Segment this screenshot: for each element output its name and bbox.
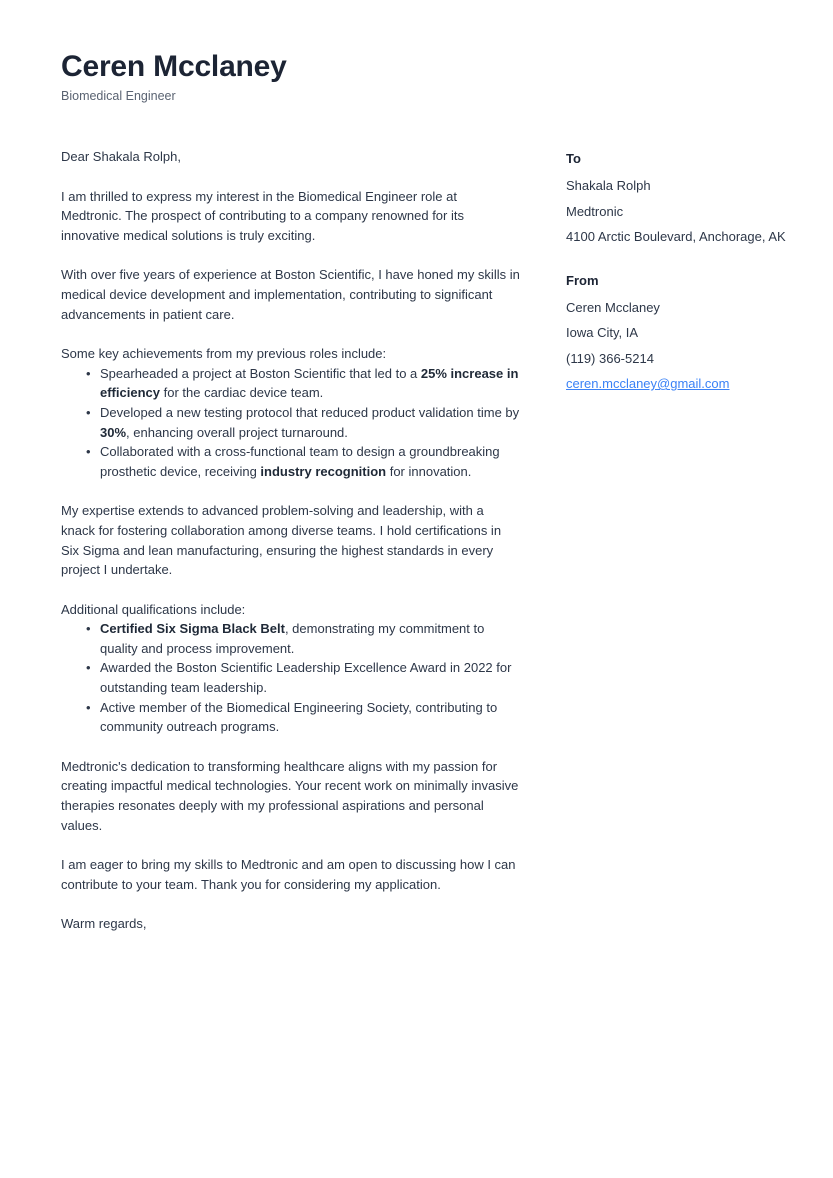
achievements-list bbox=[61, 364, 521, 482]
bullet-text-after: , demonstrating my commitment to quality and process improvement. bbox=[100, 621, 485, 656]
bullet-text-before: Spearheaded a project at Boston Scientific that led to a bbox=[100, 365, 421, 381]
recipient-block bbox=[566, 149, 786, 247]
to-heading: To bbox=[566, 151, 581, 166]
paragraph-company-fit: Medtronic's dedication to transforming healthcare aligns with my passion for creating impactful medical technologies. Your recent work on minimally invasive therapies resonates deeply with my professional aspirations and personal values. bbox=[61, 758, 519, 833]
qualifications-list bbox=[61, 619, 521, 737]
sender-location: Iowa City, IA bbox=[566, 325, 639, 340]
bullet-text-before: Collaborated with a cross-functional team to design a groundbreaking prosthetic device, receiving bbox=[100, 444, 500, 479]
sender-phone: (119) 366-5214 bbox=[566, 350, 654, 366]
paragraph-experience: With over five years of experience at Boston Scientific, I have honed my skills in medical device development and implementation, contributing to significant advancements in patient care. bbox=[61, 267, 520, 322]
bullet-text-after: for innovation. bbox=[386, 463, 472, 479]
bullet-text-before: Developed a new testing protocol that reduced product validation time by bbox=[100, 404, 520, 420]
applicant-name: Ceren Mcclaney bbox=[61, 50, 287, 83]
list-item bbox=[61, 364, 521, 403]
applicant-job-title: Biomedical Engineer bbox=[61, 88, 176, 103]
list-item bbox=[61, 658, 521, 697]
bullet-text-after: , enhancing overall project turnaround. bbox=[126, 424, 348, 440]
sender-name: Ceren Mcclaney bbox=[566, 299, 660, 315]
bullet-text-bold: 30% bbox=[100, 424, 127, 440]
bullet-text-before: Awarded the Boston Scientific Leadership Excellence Award in 2022 for outstanding team leadership. bbox=[100, 660, 512, 696]
letter-body bbox=[61, 147, 521, 954]
from-heading: From bbox=[566, 272, 599, 288]
qualifications-intro: Additional qualifications include: bbox=[61, 601, 246, 617]
recipient-name: Shakala Rolph bbox=[566, 178, 651, 193]
paragraph-intro: I am thrilled to express my interest in the Biomedical Engineer role at Medtronic. The prospect of contributing to a company renowned for its innovative medical solutions is truly exciting. bbox=[61, 188, 464, 243]
salutation: Dear Shakala Rolph, bbox=[61, 149, 181, 164]
sender-email-line bbox=[566, 374, 786, 394]
bullet-text-bold: Certified Six Sigma Black Belt bbox=[100, 621, 285, 637]
sign-off: Warm regards, bbox=[61, 916, 147, 932]
achievements-intro: Some key achievements from my previous roles include: bbox=[61, 346, 387, 362]
contact-sidebar bbox=[566, 149, 786, 400]
bullet-text-bold: 25% increase in efficiency bbox=[100, 365, 519, 401]
sender-block bbox=[566, 271, 786, 394]
recipient-address: 4100 Arctic Boulevard, Anchorage, AK bbox=[566, 229, 786, 244]
list-item bbox=[61, 403, 521, 442]
bullet-text-before: Active member of the Biomedical Engineering Society, contributing to community outreach programs. bbox=[100, 699, 498, 735]
letter-header bbox=[61, 50, 761, 104]
sender-email-link[interactable]: ceren.mcclaney@gmail.com bbox=[566, 376, 730, 391]
bullet-text-bold: industry recognition bbox=[260, 463, 387, 479]
list-item bbox=[61, 442, 521, 481]
recipient-company: Medtronic bbox=[566, 203, 624, 219]
list-item bbox=[61, 619, 521, 658]
list-item bbox=[61, 698, 521, 737]
paragraph-call-to-action: I am eager to bring my skills to Medtronic and am open to discussing how I can contribute to your team. Thank you for considering my application. bbox=[61, 857, 516, 892]
bullet-text-after: for the cardiac device team. bbox=[159, 385, 324, 401]
paragraph-expertise: My expertise extends to advanced problem-solving and leadership, with a knack for fostering collaboration among diverse teams. I hold certifications in Six Sigma and lean manufacturing, ensuring the highest standards in every project I undertake. bbox=[61, 503, 502, 578]
